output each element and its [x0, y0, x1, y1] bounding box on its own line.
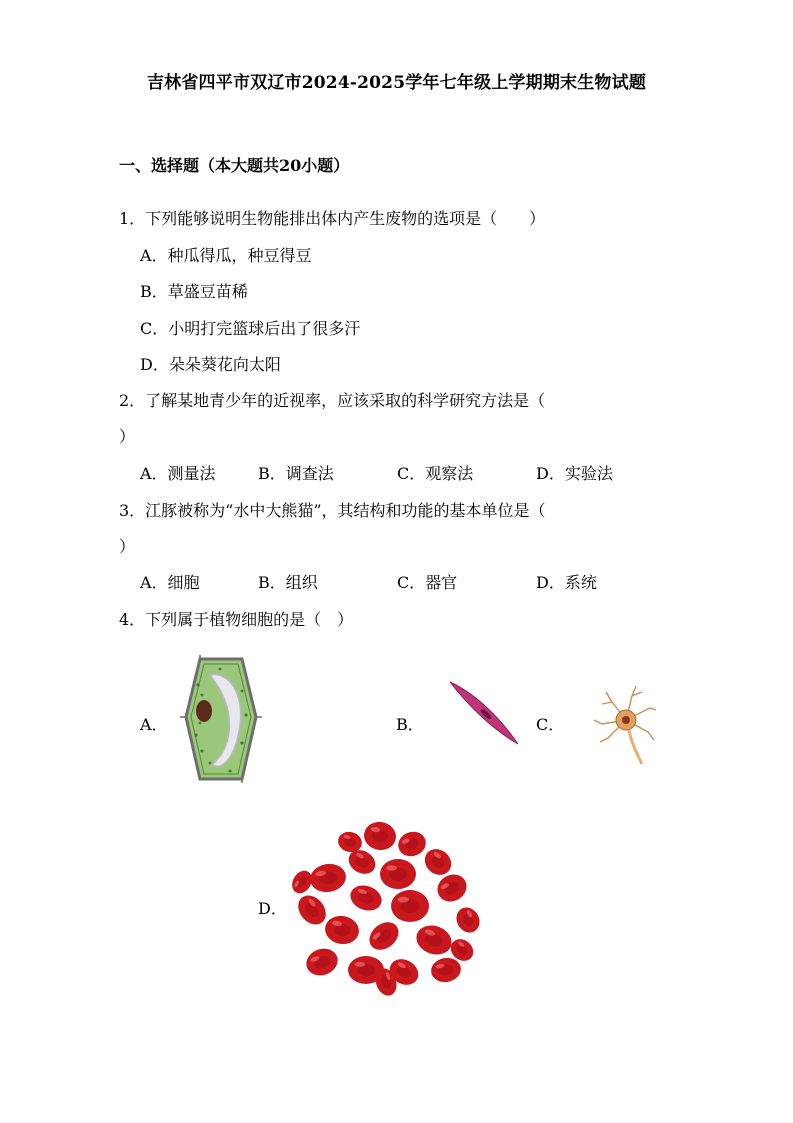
red-blood-cell — [429, 956, 463, 985]
question-1-option-d: D．朵朵葵花向太阳 — [140, 355, 281, 374]
red-blood-cell — [303, 944, 342, 979]
question-4-option-a: A． — [140, 715, 168, 734]
red-blood-cell — [380, 859, 416, 889]
red-blood-cells-icon — [292, 822, 484, 994]
red-blood-cell — [433, 869, 472, 907]
question-1-stem: 1．下列能够说明生物能排出体内产生废物的选项是（ ） — [119, 209, 546, 228]
red-blood-cell — [347, 881, 385, 914]
question-2-option-c: C．观察法 — [397, 464, 474, 483]
page-title: 吉林省四平市双辽市2024-2025学年七年级上学期期末生物试题 — [146, 73, 647, 93]
question-2-option-b: B．调查法 — [258, 464, 334, 483]
red-blood-cell — [391, 890, 429, 922]
question-4-option-d: D． — [258, 899, 287, 918]
question-2-stem: 2．了解某地青少年的近视率，应该采取的科学研究方法是（ — [119, 391, 546, 410]
question-3-option-d: D．系统 — [536, 573, 597, 592]
red-blood-cell — [308, 861, 348, 895]
red-blood-cell — [293, 890, 332, 930]
question-2-option-a: A．测量法 — [140, 464, 216, 483]
question-3-option-a: A．细胞 — [140, 573, 200, 592]
question-4-option-b: B． — [396, 715, 424, 734]
question-3-stem: 3．江豚被称为“水中大熊猫”，其结构和功能的基本单位是（ — [119, 501, 546, 520]
red-blood-cell — [420, 844, 457, 880]
question-4-stem: 4．下列属于植物细胞的是（ ） — [119, 610, 354, 629]
question-3-option-b: B．组织 — [258, 573, 318, 592]
muscle-cell-icon — [448, 680, 520, 746]
question-3-stem-cont: ） — [119, 537, 136, 556]
section-heading: 一、选择题（本大题共20小题） — [119, 156, 350, 175]
question-2-option-d: D．实验法 — [536, 464, 613, 483]
red-blood-cell — [395, 828, 430, 860]
question-2-stem-cont: ） — [119, 427, 136, 446]
nerve-cell-icon — [592, 684, 658, 766]
plant-cell-icon — [180, 655, 262, 783]
question-1-option-a: A．种瓜得瓜，种豆得豆 — [140, 246, 312, 265]
red-blood-cell — [364, 917, 404, 956]
red-blood-cell — [323, 913, 361, 946]
question-1-option-b: B．草盛豆苗稀 — [140, 282, 248, 301]
question-1-option-c: C．小明打完篮球后出了很多汗 — [140, 319, 361, 338]
red-blood-cell — [452, 903, 484, 937]
question-4-option-c: C． — [536, 715, 565, 734]
red-blood-cell — [362, 819, 398, 852]
red-blood-cell — [412, 921, 455, 960]
question-3-option-c: C．器官 — [397, 573, 458, 592]
